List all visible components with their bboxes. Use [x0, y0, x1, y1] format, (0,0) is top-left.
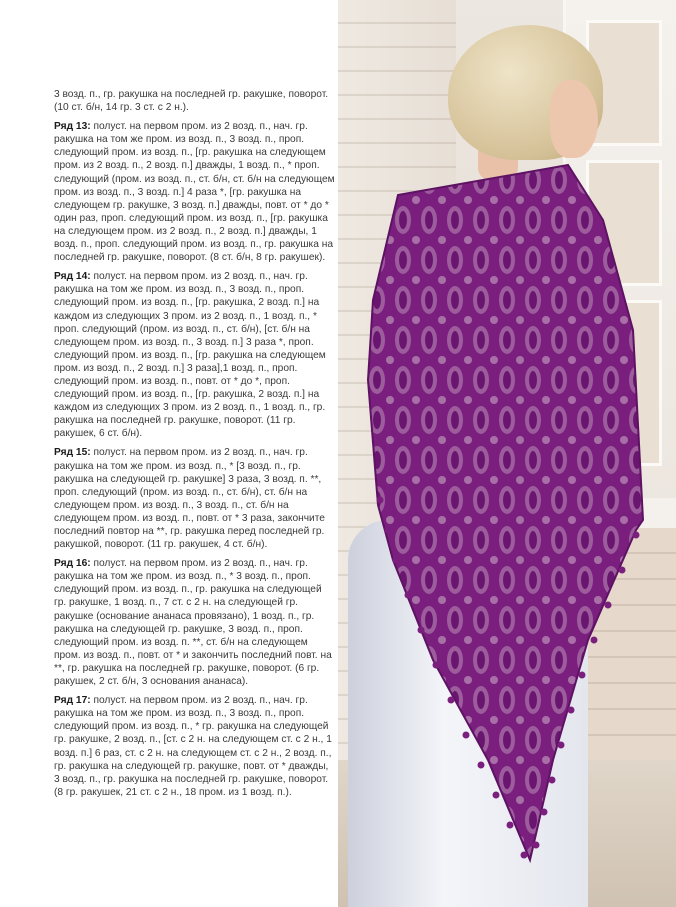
instruction-paragraph: [54, 120, 336, 264]
pattern-instructions: [54, 88, 336, 805]
row-label: Ряд 15:: [54, 447, 91, 459]
shawl-body: [368, 165, 643, 860]
instruction-paragraph: [54, 88, 336, 114]
instruction-paragraph: [54, 270, 336, 440]
row-text: полуст. на первом пром. из 2 возд. п., нач. гр. ракушка на том же пром. из возд. п., 3 возд. п., проп. следующий пром. из возд. п., [гр. ракушка на следующем пром. из 2 возд. п., 2 возд. п.] дважды, 1 возд. п., * проп. следующий (пром. из возд. п., ст. б/н, ст. б/н на следующем пром. из возд. п., 3 возд. п.] 4 раза *, [гр. ракушка на следующем гр. ракушке, 3 возд. п.] дважды, повт. от * до * один раз, проп. следующий пром. из возд. п., [гр. ракушка на следующем пром. из 2 возд. п., 2 возд. п.] дважды, 1 возд. п., проп. следующий пром. из возд. п., гр. ракушка на последней гр. ракушке, поворот. (8 ст. б/н, 8 гр. ракушек).: [54, 121, 335, 264]
row-label: Ряд 16:: [54, 558, 91, 570]
shawl-photo: [338, 0, 676, 907]
row-text: полуст. на первом пром. из 2 возд. п., нач. гр. ракушка на том же пром. из возд. п., 3 возд. п., проп. следующий пром. из возд. п., [гр. ракушка, 2 возд. п.] на каждом из следующих 3 пром. из 2 возд. п., 1 возд. п., * проп. следующий (пром. из возд. п., ст. б/н), [ст. б/н на следующем пром. из возд. п., 3 возд. п.] 3 раза *, проп. следующий пром. из возд. п., [гр. ракушка на следующем пром. из возд. п., 2 возд. п.] 3 раза],1 возд. п., проп. следующий пром. из возд. п., повт. от * до *, проп. следующий пром. из возд. п., [гр. ракушка, 2 возд. п.] на каждом из следующих 3 пром. из 2 возд. п., 1 возд. п., гр. ракушка на последней гр. ракушке, поворот. (11 гр. ракушек, 6 ст. б/н).: [54, 271, 326, 440]
row-label: Ряд 13:: [54, 121, 91, 133]
row-text: полуст. на первом пром. из 2 возд. п., нач. гр. ракушка на том же пром. из возд. п., 3 возд. п., проп. следующий пром. из возд. п., * гр. ракушка на следующей гр. ракушке, 2 возд. п., [ст. с 2 н. на следующем ст. с 2 н., 1 возд. п.] 6 раз, ст. с 2 н. на следующем ст. с 2 н., 2 возд. п., гр. ракушка на следующей гр. ракушке, повт. от * дважды, 3 возд. п., гр. ракушка на последней гр. ракушке, поворот. (8 гр. ракушек, 21 ст. с 2 н., 18 пром. из 1 возд. п.).: [54, 695, 332, 798]
row-text: полуст. на первом пром. из 2 возд. п., нач. гр. ракушка на том же пром. из возд. п., * 3 возд. п., проп. следующий пром. из возд. п., гр. ракушка на следующей гр. ракушке, 1 возд. п., 7 ст. с 2 н. на следующей гр. ракушке (основание ананаса провязано), 1 возд. п., гр. ракушка на следующей гр. ракушке, 3 возд. п., проп. следующий пром. из возд. п. **, ст. б/н на следующем пром. из возд. п., повт. от * и закончить последний повт. на **, гр. ракушка на последней гр. ракушке, поворот. (6 гр. ракушек, 2 ст. б/н, 3 основания ананаса).: [54, 558, 332, 688]
row-text: 3 возд. п., гр. ракушка на последней гр. ракушке, поворот. (10 ст. б/н, 14 гр. 3 ст. с 2 н.).: [54, 89, 329, 114]
row-text: полуст. на первом пром. из 2 возд. п., нач. гр. ракушка на том же пром. из возд. п., * [3 возд. п., гр. ракушка на следующей гр. ракушке] 3 раза, 3 возд. п. **, проп. следующий (пром. из возд. п., ст. б/н), ст. б/н на следующем пром. из возд. п., 3 возд. п., ст. б/н на следующем пром. из возд. п., повт. от * 3 раза, закончите последний повтор на **, гр. ракушка перед последней гр. ракушкой, поворот. (11 гр. ракушек, 4 ст. б/н).: [54, 447, 325, 551]
instruction-paragraph: [54, 694, 336, 799]
row-label: Ряд 17:: [54, 695, 91, 707]
instruction-paragraph: [54, 557, 336, 688]
row-label: Ряд 14:: [54, 271, 91, 283]
crochet-shawl: [338, 0, 676, 907]
instruction-paragraph: [54, 446, 336, 551]
